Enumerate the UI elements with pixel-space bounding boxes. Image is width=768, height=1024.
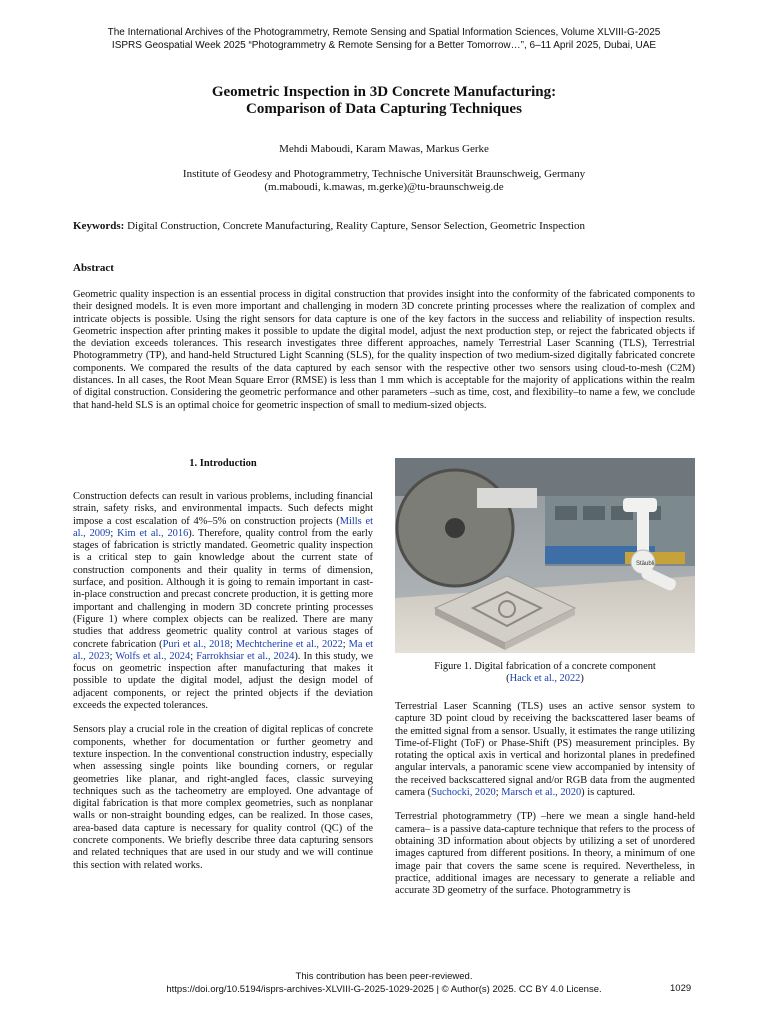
text-run: Construction defects can result in various problems, including financial strain, safety risks, and environmental impacts. Such defects might impose a cost escalation of 4%–5% on construction projects (: [73, 491, 373, 527]
citation-link[interactable]: Hack et al., 2022: [509, 673, 581, 685]
header-line-2: ISPRS Geospatial Week 2025 “Photogrammetry & Remote Sensing for a Better Tomorrow…”, 6–11 April 2025, Dubai, UAE: [111, 40, 657, 51]
text-run: ;: [495, 787, 502, 799]
text-run: ;: [109, 650, 116, 662]
right-column: [395, 701, 695, 909]
footer-doi-license: https://doi.org/10.5194/isprs-archives-XLVIII-G-2025-1029-2025 | © Author(s) 2025. CC BY 4.0 License.: [166, 984, 602, 995]
factory-scene-illustration: [395, 458, 695, 653]
citation-link[interactable]: Kim et al., 2016: [117, 527, 189, 539]
citation-link[interactable]: Puri et al., 2018: [162, 638, 230, 650]
page-footer: [0, 970, 768, 996]
intro-paragraph-4: Terrestrial photogrammetry (TP) –here we mean a single hand-held camera– is a passive data-capture technique that refers to the process of obtaining 3D information about objects by utilizing a set of unordered images captured from different positions. In theory, a minimum of one image pair that covers the same scene is required. Nevertheless, in practice, additional images are necessary to generate a reliable and accurate 3D geometry of the surface. Photogrammetry is: [395, 811, 695, 897]
section-heading-introduction: 1. Introduction: [189, 458, 257, 469]
text-run: ;: [229, 638, 236, 650]
text-run: ) is captured.: [581, 787, 636, 799]
intro-paragraph-3: [395, 701, 695, 799]
citation-link[interactable]: Mechtcherine et al., 2022: [235, 638, 343, 650]
footer-review-note: This contribution has been peer-reviewed.: [295, 971, 473, 982]
caption-text: Figure 1. Digital fabrication of a concrete component: [434, 661, 656, 672]
text-run: ). Therefore, quality control from the early stages of fabrication is strictly mandated. Geometric quality inspection is a critical step to gain knowledge about the current state of construction components and their quality in terms of dimension, surface, and position. Although it is going to remain important in cast-in-place construction and precast concrete production, it is getting more important and challenging in modern 3D concrete printing processes (Figure 1) where complex objects can be realized. There are many studies that address geometric quality control at various stages of concrete fabrication (: [73, 527, 373, 650]
abstract-heading: Abstract: [73, 262, 114, 274]
intro-paragraph-1: [73, 491, 373, 712]
affiliation-emails: (m.maboudi, k.mawas, m.gerke)@tu-braunschweig.de: [264, 181, 504, 193]
affiliation: [0, 168, 768, 194]
text-run: ;: [342, 638, 349, 650]
text-run: ;: [190, 650, 197, 662]
author-list: Mehdi Maboudi, Karam Mawas, Markus Gerke: [279, 143, 489, 155]
citation-link[interactable]: Ma et al., 2023: [73, 638, 374, 662]
page-number: 1029: [670, 983, 692, 994]
abstract-text: Geometric quality inspection is an essential process in digital construction that provides insight into the conformity of the fabricated components to their designed models. It is even more important and challenging in modern 3D concrete printing processes where the realization of complex and intricate objects is possible. Using the right sensors for data capture is one of the key factors in the success and reliability of inspection results. Geometric inspection after printing makes it possible to update the digital model, adjust the next production step, or reject the fabricated objects if the deviation exceeds tolerances. This research investigates three different approaches, namely Terrestrial Laser Scanning (TLS), Terrestrial Photogrammetry (TP), and hand-held Structured Light Scanning (SLS), for the quality inspection of two medium-sized digitally fabricated concrete components. We compared the results of the data captured by each sensor with the respective other two sensors using cloud-to-mesh (C2M) distances. In all cases, the Root Mean Square Error (RMSE) is less than 1 mm which is acceptable for the majority of applications within the realm of digital construction. Considering the geometric performance and other parameters –such as time, cost, and flexibility–to name a few, we conclude that hand-held SLS is an optimal choice for geometric inspection of small to medium-sized objects.: [73, 289, 695, 411]
figure-1-photo: [395, 458, 695, 653]
left-column: [73, 491, 373, 884]
affiliation-institute: Institute of Geodesy and Photogrammetry, Technische Universität Braunschweig, Germany: [182, 168, 586, 180]
text-run: Terrestrial Laser Scanning (TLS) uses an active sensor system to capture 3D point cloud by receiving the backscattered laser beams of the emitted signal from a sensor. Usually, it estimates the range utilizing Time-of-Flight (ToF) or Phase-Shift (PS) measurement principles. By rotating the optical axis in vertical and horizontal planes in predefined angular intervals, a panoramic scene view accompanied by intensity of the received backscattered signal and/or RGB data from the augmented camera (: [395, 701, 695, 799]
title-line-1: Geometric Inspection in 3D Concrete Manufacturing:: [211, 84, 557, 100]
citation-link[interactable]: Suchocki, 2020: [431, 787, 496, 799]
keywords: [73, 220, 713, 232]
text-run: ). In this study, we focus on geometric inspection after manufacturing that makes it possible to update the digital model, adjust the design model of adjacent components, or reject the printed objects if the deviation exceeds the expected tolerances.: [73, 650, 374, 712]
caption-citation: (Hack et al., 2022): [506, 673, 584, 685]
figure-caption: [395, 661, 695, 686]
keywords-text: Digital Construction, Concrete Manufacturing, Reality Capture, Sensor Selection, Geometric Inspection: [127, 220, 585, 232]
title-line-2: Comparison of Data Capturing Techniques: [246, 101, 522, 117]
robot-brand-label: Stäubli: [636, 561, 655, 567]
citation-link[interactable]: Marsch et al., 2020: [501, 787, 582, 799]
citation-link[interactable]: Farrokhsiar et al., 2024: [196, 650, 295, 662]
citation-link[interactable]: Wolfs et al., 2024: [115, 650, 191, 662]
header-line-1: The International Archives of the Photogrammetry, Remote Sensing and Spatial Information Sciences, Volume XLVIII-G-2025: [107, 27, 661, 38]
paper-title: [0, 84, 768, 118]
text-run: ;: [110, 527, 118, 539]
keywords-label: Keywords:: [73, 220, 125, 232]
citation-link[interactable]: Mills et al., 2009: [73, 515, 373, 539]
intro-paragraph-2: Sensors play a crucial role in the creation of digital replicas of concrete components, whether for documentation or further geometry and texture inspection. In the conventional construction industry, especially when assessing single points like bounding corners, or regular geometries like planar, and right-angled faces, classic surveying techniques such as the tacheometry are employed. One advantage of digital fabrication is that more complex geometries, such as nonplanar walls or non-straight bounding edges, can be realized. In those cases, area-based data capture is necessary for quality control (QC) of the concrete components. We briefly describe three data capturing sensors and related techniques that are used in our study and we will continue this section with related works.: [73, 724, 373, 871]
running-header: [0, 26, 768, 52]
